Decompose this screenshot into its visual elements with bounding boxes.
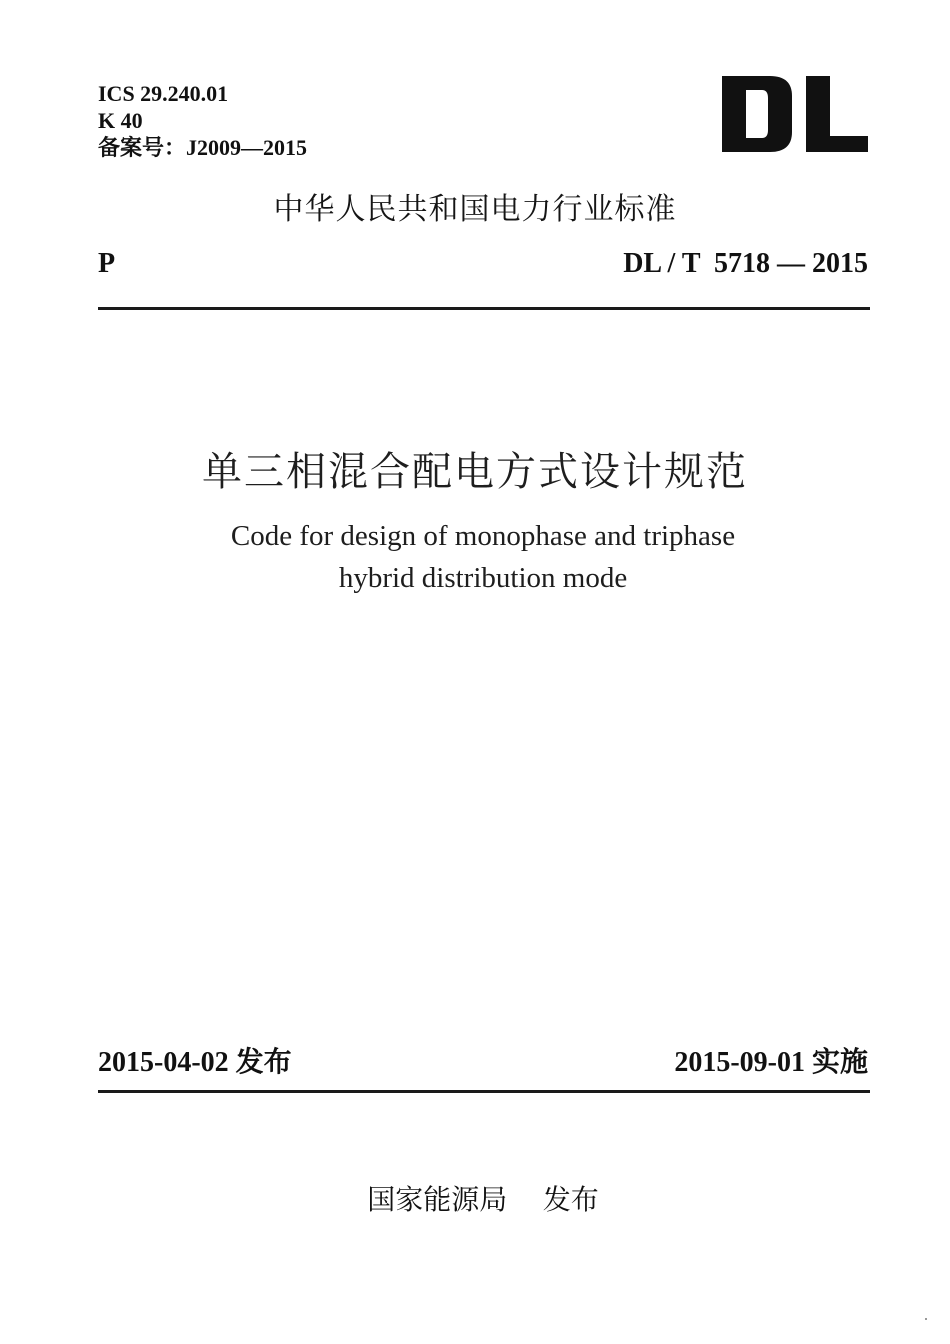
- ics-code: ICS 29.240.01: [98, 81, 229, 106]
- effective-date: 2015-09-01 实施: [674, 1047, 868, 1078]
- standard-number: DL / T 5718 — 2015: [623, 248, 868, 279]
- top-divider: [98, 307, 870, 310]
- title-english-line1: Code for design of monophase and triphase: [230, 520, 736, 552]
- title-english-line2: hybrid distribution mode: [338, 562, 628, 594]
- issuer: 国家能源局 发布: [367, 1183, 599, 1216]
- scan-mark: [925, 1318, 927, 1320]
- standard-category: 中华人民共和国电力行业标准: [273, 192, 677, 227]
- classification-letter: P: [98, 248, 116, 279]
- record-number: 备案号：J2009—2015: [98, 135, 308, 160]
- issue-date: 2015-04-02 发布: [98, 1047, 292, 1078]
- class-code: K 40: [98, 108, 143, 133]
- title-chinese: 单三相混合配电方式设计规范: [202, 449, 748, 495]
- bottom-divider: [98, 1090, 870, 1093]
- dl-logo-icon: [720, 74, 870, 154]
